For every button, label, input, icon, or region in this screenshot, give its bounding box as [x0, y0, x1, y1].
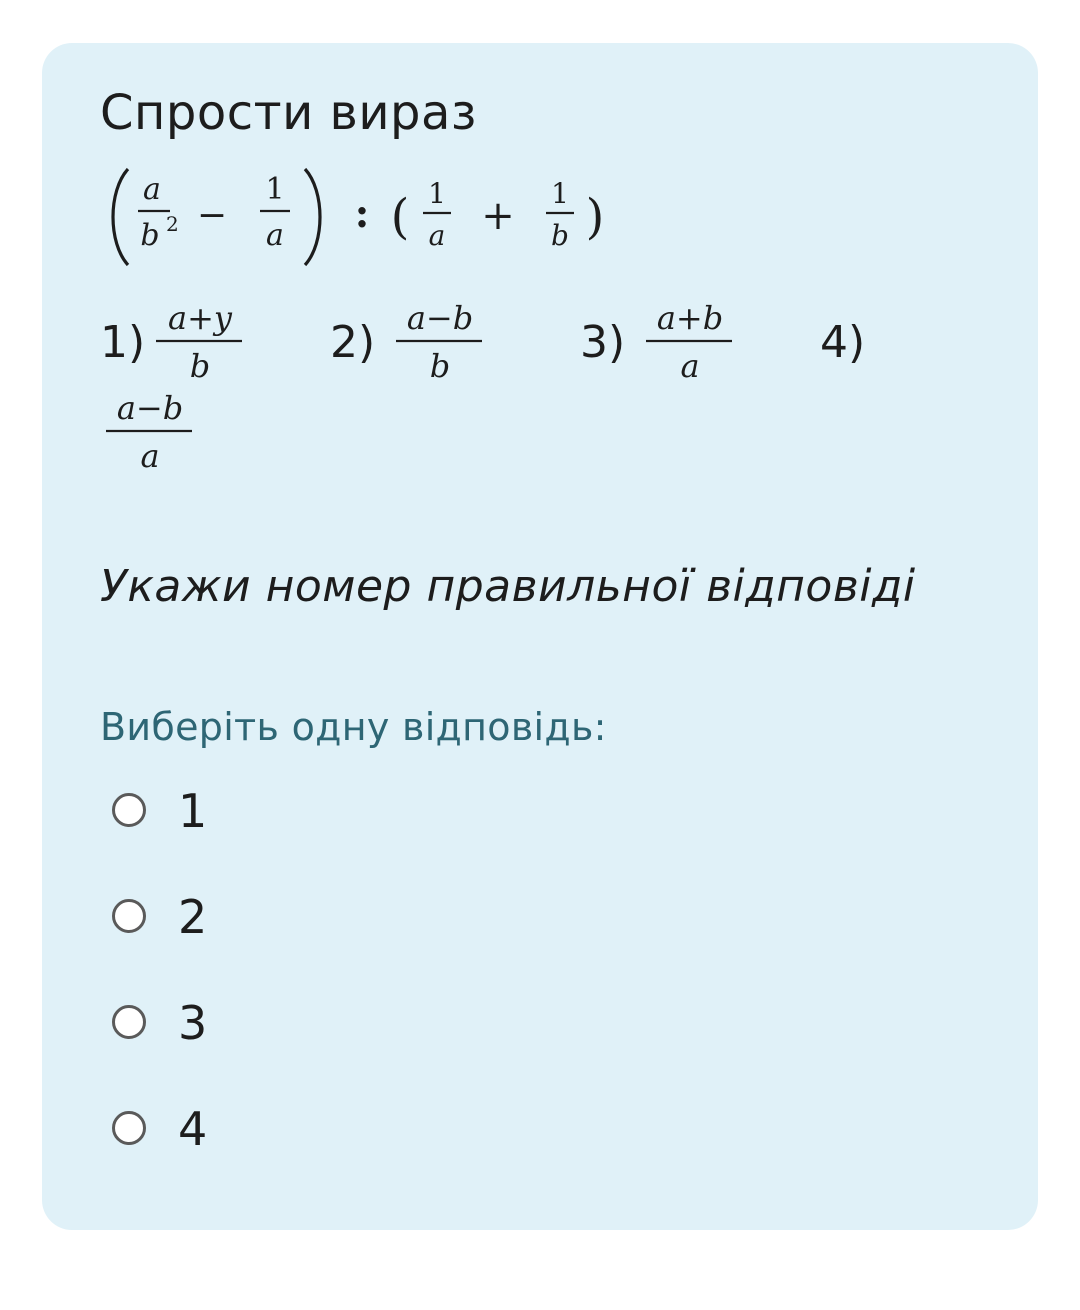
option-1-num: a+y	[168, 299, 232, 337]
option-2-fraction	[396, 295, 486, 385]
plus-op: +	[481, 193, 515, 239]
choice-4[interactable]	[112, 1101, 412, 1161]
option-2-label: 2)	[330, 317, 376, 368]
choose-heading: Виберіть одну відповідь:	[100, 705, 607, 749]
frac4-num: 1	[551, 177, 569, 210]
option-4-fraction	[106, 385, 196, 475]
radio-circle-icon[interactable]	[112, 899, 146, 933]
paren-close-big	[305, 169, 320, 265]
option-1-fraction	[156, 295, 246, 385]
frac1-den-exp: 2	[166, 212, 179, 236]
frac3-num: 1	[428, 177, 446, 210]
option-3-num: a+b	[656, 299, 724, 337]
paren-open-big	[113, 169, 128, 265]
radio-circle-icon[interactable]	[112, 1111, 146, 1145]
option-2-den: b	[429, 347, 451, 385]
question-title: Спрости вираз	[100, 85, 477, 141]
minus-op: −	[196, 195, 228, 236]
paren-open-small: (	[390, 189, 410, 245]
option-3-den: a	[680, 347, 700, 385]
choice-label: 4	[178, 1102, 208, 1156]
option-4-den: a	[140, 437, 160, 475]
option-3-fraction	[646, 295, 736, 385]
question-card	[42, 43, 1038, 1230]
option-1-label: 1)	[100, 317, 146, 368]
choice-1[interactable]	[112, 783, 412, 843]
frac3-den: a	[428, 219, 446, 252]
option-4-num: a−b	[116, 389, 184, 427]
divide-op: :	[354, 190, 370, 237]
choice-3[interactable]	[112, 995, 412, 1055]
answer-options-text	[100, 295, 1000, 495]
frac2-den: a	[266, 218, 284, 253]
choice-label: 1	[178, 784, 208, 838]
frac2-num: 1	[265, 172, 285, 207]
option-3-label: 3)	[580, 317, 626, 368]
option-4-label: 4)	[820, 317, 866, 368]
option-2-num: a−b	[406, 299, 474, 337]
radio-circle-icon[interactable]	[112, 793, 146, 827]
choice-label: 2	[178, 890, 208, 944]
choice-2[interactable]	[112, 889, 412, 949]
frac4-den: b	[551, 219, 569, 252]
radio-circle-icon[interactable]	[112, 1005, 146, 1039]
expression-formula	[100, 161, 740, 271]
choice-label: 3	[178, 996, 208, 1050]
option-1-den: b	[189, 347, 211, 385]
frac1-den: b	[140, 218, 160, 253]
question-prompt: Укажи номер правильної відповіді	[100, 561, 916, 612]
frac1-num: a	[143, 172, 161, 207]
paren-close-small: )	[585, 189, 605, 245]
